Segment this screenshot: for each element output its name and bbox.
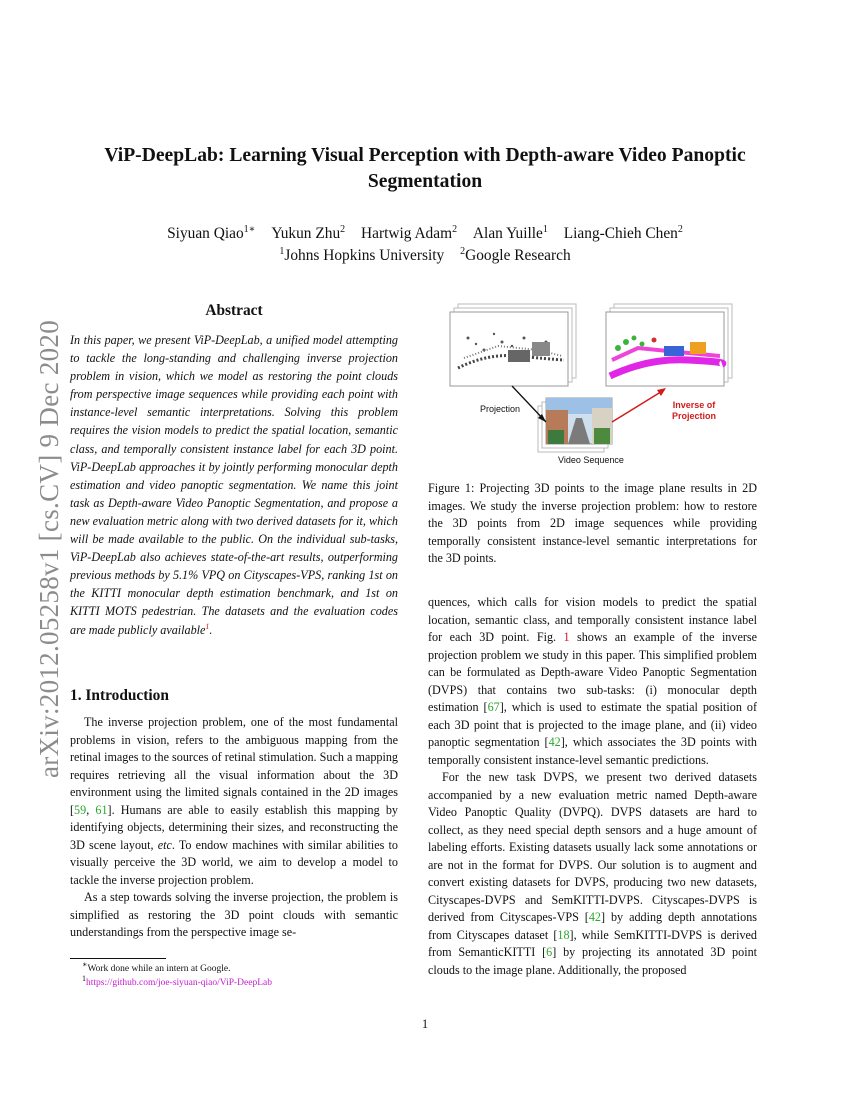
footnote: ∗Work done while an intern at Google. — [82, 959, 231, 974]
figure-caption: Figure 1: Projecting 3D points to the image plane results in 2D images. We study the inverse projection problem: how to restore the 3D points from 2D image sequences while providing temporally consistent instance-level semantic interpretations for the 3D points. — [428, 481, 757, 565]
arxiv-stamp-text: arXiv:2012.05258v1 [cs.CV] 9 Dec 2020 — [34, 319, 64, 778]
footnote-link[interactable]: 1 — [205, 621, 210, 631]
abstract-text: In this paper, we present ViP-DeepLab, a unified model attempting to tackle the long-standing and challenging inverse projection problem in vision, which we model as restoring the point clouds from perspective image sequences while providing each point with instance-level semantic interpretations. Solving this problem requires the vision models to predict the spatial location, semantic class, and temporally consistent instance label for each 3D point. ViP-DeepLab approaches it by jointly performing monocular depth estimation and video panoptic segmentation. We name this joint task as Depth-aware Video Panoptic Segmentation, and propose a new evaluation metric along with two derived datasets for it, which will be made available to the public. On the individual sub-tasks, ViP-DeepLab also achieves state-of-the-art results, outperforming previous methods by 5.1% VPQ on Cityscapes-VPS, ranking 1st on the KITTI monocular depth estimation benchmark, and 1st on KITTI MOTS pedestrian. The datasets and the evaluation codes are made publicly available$^1$. — [70, 333, 398, 637]
page-number: 1 — [421, 1017, 429, 1031]
author: Liang-Chieh Chen$^2$ — [563, 223, 683, 242]
figure-link[interactable]: 1 — [563, 630, 570, 644]
video-frame-stack — [538, 398, 612, 452]
abstract-heading: Abstract — [205, 302, 263, 319]
intro-paragraph: As a step towards solving the inverse projection, the problem is simplified as restoring the 3D point clouds with semantic understandings from the perspective image se- — [70, 890, 398, 939]
figure-1 — [428, 298, 758, 470]
paper-title: ViP-DeepLab: Learning Visual Perception with Depth-aware Video Panoptic Segmentation — [104, 145, 746, 192]
intro-paragraph: The inverse projection problem, one of the most fundamental problems in vision, refers to the ambiguous mapping from the retinal images to the sources of retinal stimulation. Such a mapping requires retrieving all the visual information about the 3D environment using the limited signals contained in the 2D images [59, 61]. Humans are able to easily establish this mapping by identifying objects, determining their sizes, and reconstructing the 3D scene layout, etc. To endow machines with similar abilities to visually perceive the 3D world, we aim to develop a model to tackle the inverse projection problem. — [70, 715, 398, 887]
footnotes — [70, 959, 400, 990]
right-column-body — [428, 594, 757, 979]
point-cloud-stack — [450, 304, 576, 386]
citation-link[interactable]: 67 — [487, 700, 500, 714]
citation-link[interactable]: 18 — [557, 927, 570, 942]
colored-point-cloud-stack — [606, 304, 732, 386]
author: Siyuan Qiao$^{1∗}$ — [167, 223, 256, 242]
github-link[interactable]: https://github.com/joe-siyuan-qiao/ViP-DeepLab — [86, 978, 272, 988]
citation-link[interactable]: 6 — [546, 945, 553, 959]
author: Hartwig Adam$^2$ — [361, 223, 458, 242]
intro-heading: 1. Introduction — [70, 687, 169, 704]
inverse-projection-arrow — [612, 390, 664, 422]
figure-1-graphic — [428, 298, 758, 470]
citation-link[interactable]: 42 — [548, 735, 561, 749]
inverse-projection-label: Inverse of Projection — [672, 400, 717, 421]
intro-body — [70, 714, 398, 942]
arxiv-stamp — [14, 300, 64, 780]
citation-link[interactable]: 42 — [588, 910, 601, 924]
projection-label: Projection — [480, 404, 521, 414]
author: Alan Yuille$^1$ — [472, 223, 548, 242]
citation-link[interactable]: 61 — [95, 802, 108, 817]
video-sequence-label: Video Sequence — [558, 455, 624, 465]
footnote-rule — [70, 958, 166, 959]
author: Yukun Zhu$^2$ — [271, 223, 346, 242]
citation-link[interactable]: 59 — [74, 802, 87, 817]
footnote: $^1$https://github.com/joe-siyuan-qiao/ViP-DeepLab — [82, 973, 272, 988]
author-list — [70, 223, 780, 245]
affiliation-list — [70, 245, 780, 267]
body-paragraph: For the new task DVPS, we present two derived datasets accompanied by a new evaluation metric named Depth-aware Video Panoptic Quality (DVPQ). DVPS datasets are hard to collect, as they need special depth sensors and a huge amount of labeling efforts. Existing datasets usually lack some annotations or are not in the format for DVPS. Our solution is to augment and convert existing datasets for DVPS, producing two new datasets, Cityscapes-DVPS and SemKITTI-DVPS. Cityscapes-DVPS is derived from Cityscapes-VPS [42] by adding depth annotations from Cityscapes dataset [18], while SemKITTI-DVPS is derived from SemanticKITTI [6] by projecting its annotated 3D point clouds to the image plane. Additionally, the proposed — [428, 770, 758, 977]
body-paragraph: quences, which calls for vision models to predict the spatial location, semantic class, and temporally consistent instance label for each 3D point. Fig. 1 shows an example of the inverse projection problem we study in this paper. This simplified problem can be formulated as Depth-aware Video Panoptic Segmentation (DVPS) that contains two sub-tasks: (i) monocular depth estimation [67], which is used to estimate the spatial position of each 3D point that is projected to the image plane, and (ii) video panoptic segmentation [42], which associates the 3D points with temporally consistent instance-level semantic predictions. — [428, 595, 758, 767]
affiliation: $^1$Johns Hopkins University — [279, 245, 445, 264]
author-block — [70, 223, 780, 267]
affiliation: $^2$Google Research — [460, 245, 571, 264]
